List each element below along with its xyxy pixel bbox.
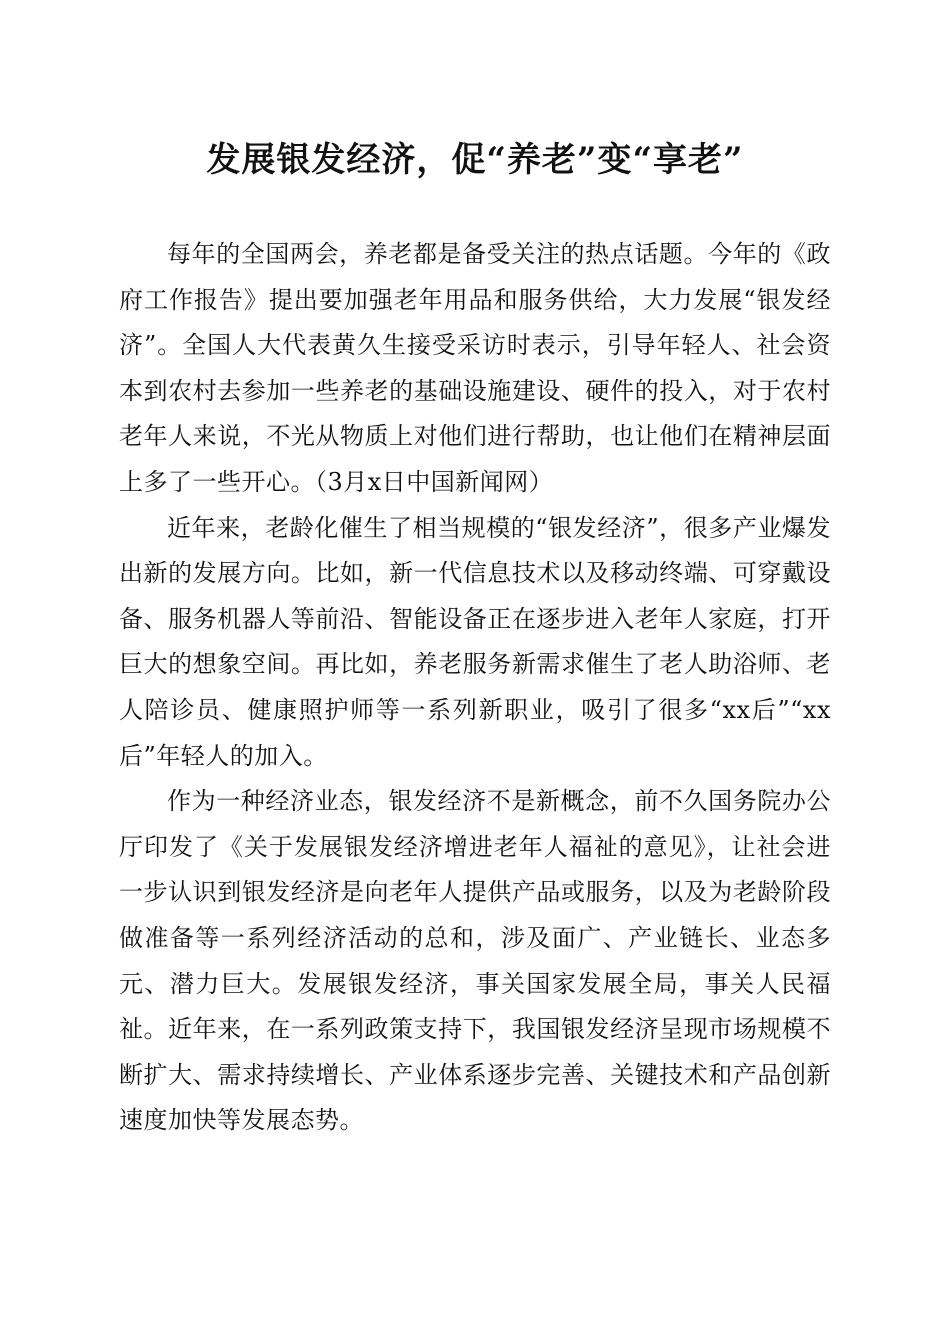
document-body	[119, 232, 831, 1144]
paragraph-1: 每年的全国两会，养老都是备受关注的热点话题。今年的《政府工作报告》提出要加强老年用品和服务供给，大力发展“银发经济”。全国人大代表黄久生接受采访时表示，引导年轻人、社会资本到农村去参加一些养老的基础设施建设、硬件的投入，对于农村老年人来说，不光从物质上对他们进行帮助，也让他们在精神层面上多了一些开心。（3月x日中国新闻网）	[119, 240, 831, 496]
paragraph-3: 作为一种经济业态，银发经济不是新概念，前不久国务院办公厅印发了《关于发展银发经济增进老年人福祉的意见》，让社会进一步认识到银发经济是向老年人提供产品或服务，以及为老龄阶段做准备等一系列经济活动的总和，涉及面广、产业链长、业态多元、潜力巨大。发展银发经济，事关国家发展全局，事关人民福祉。近年来，在一系列政策支持下，我国银发经济呈现市场规模不断扩大、需求持续增长、产业体系逐步完善、关键技术和产品创新速度加快等发展态势。	[119, 787, 831, 1135]
document-title: 发展银发经济，促“养老”变“享老”	[206, 140, 744, 180]
paragraph-2: 近年来，老龄化催生了相当规模的“银发经济”，很多产业爆发出新的发展方向。比如，新一代信息技术以及移动终端、可穿戴设备、服务机器人等前沿、智能设备正在逐步进入老年人家庭，打开巨大的想象空间。再比如，养老服务新需求催生了老人助浴师、老人陪诊员、健康照护师等一系列新职业，吸引了很多“xx后”“xx后”年轻人的加入。	[119, 513, 831, 770]
